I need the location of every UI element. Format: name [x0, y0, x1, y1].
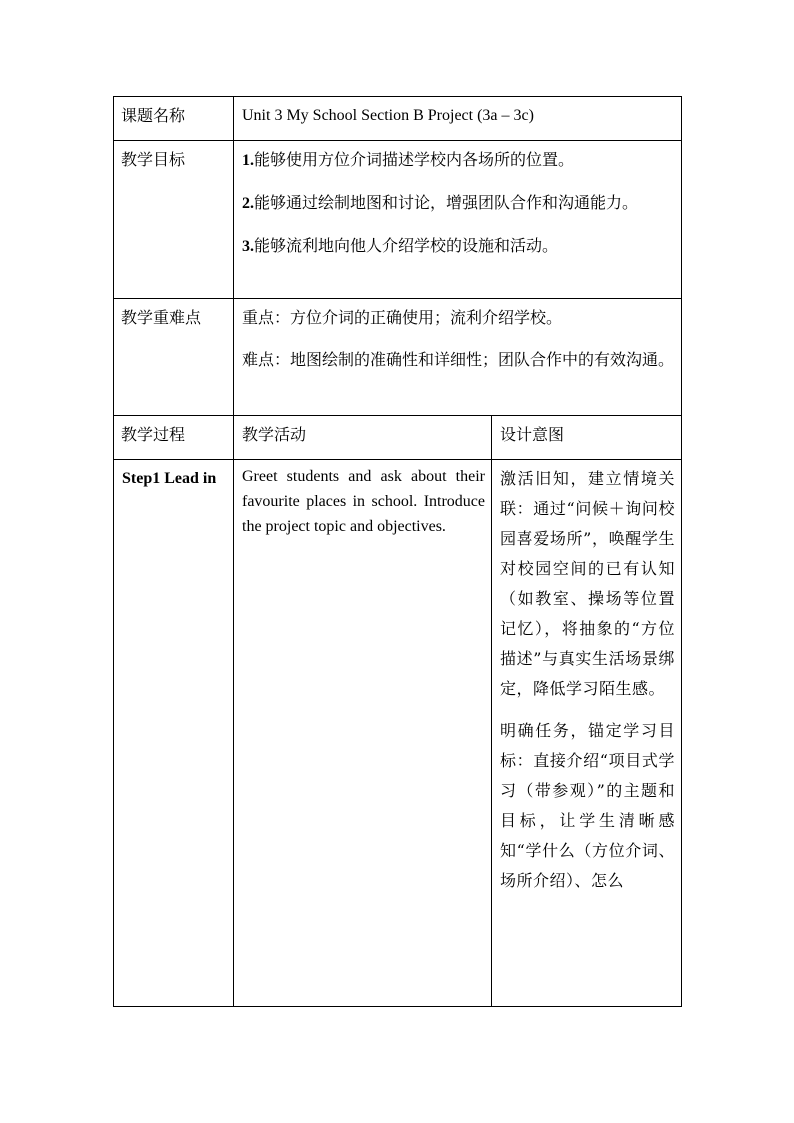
intent-paragraph: 明确任务，锚定学习目标：直接介绍“项目式学习（带参观）”的主题和目标，让学生清晰感知“学什么（方位介词、场所介绍）、怎么 [500, 721, 675, 890]
goal-item [242, 231, 675, 262]
key-points-list [234, 299, 681, 375]
step1-label: Step1 Lead in [122, 470, 217, 487]
intent-paragraph: 激活旧知，建立情境关联：通过“问候＋询问校园喜爱场所”，唤醒学生对校园空间的已有认知（如教室、操场等位置记忆），将抽象的“方位描述”与真实生活场景绑定，降低学习陌生感。 [500, 469, 675, 698]
title-row [114, 97, 682, 141]
lesson-plan-table [113, 96, 682, 1007]
step1-intent [492, 460, 681, 896]
step1-activity: Greet students and ask about their favourite places in school. Introduce the project topic and objectives. [242, 468, 485, 535]
goal-item [242, 188, 675, 219]
goals-label: 教学目标 [121, 150, 186, 169]
goals-label-cell [114, 141, 234, 299]
activity-header: 教学活动 [242, 425, 307, 444]
goals-row [114, 141, 682, 299]
goals-content-cell [234, 141, 682, 299]
goal-number: 2. [242, 195, 254, 212]
process-label-cell [114, 416, 234, 460]
intent-header-cell [492, 416, 682, 460]
step1-row [114, 460, 682, 1007]
goal-number: 3. [242, 238, 254, 255]
goal-item [242, 145, 675, 176]
key-points-label: 教学重难点 [121, 308, 202, 327]
key-points-row [114, 299, 682, 416]
intent-header: 设计意图 [500, 425, 565, 444]
process-label: 教学过程 [121, 425, 186, 444]
lesson-title: Unit 3 My School Section B Project (3a – 3c) [242, 107, 534, 124]
process-header-row [114, 416, 682, 460]
goal-text: 能够通过绘制地图和讨论，增强团队合作和沟通能力。 [254, 193, 639, 212]
step1-intent-cell [492, 460, 682, 1007]
step1-intent-clip [492, 460, 681, 1002]
difficult-point-text: 难点：地图绘制的准确性和详细性；团队合作中的有效沟通。 [242, 350, 675, 369]
activity-header-cell [234, 416, 492, 460]
key-points-label-cell [114, 299, 234, 416]
title-label: 课题名称 [121, 106, 186, 125]
title-value-cell [234, 97, 682, 141]
goal-text: 能够流利地向他人介绍学校的设施和活动。 [254, 236, 559, 255]
key-point-text: 重点：方位介词的正确使用；流利介绍学校。 [242, 308, 563, 327]
key-points-content-cell [234, 299, 682, 416]
goal-number: 1. [242, 152, 254, 169]
title-label-cell [114, 97, 234, 141]
goals-list [234, 141, 681, 262]
goal-text: 能够使用方位介词描述学校内各场所的位置。 [254, 150, 575, 169]
step1-activity-cell [234, 460, 492, 1007]
step1-label-cell [114, 460, 234, 1007]
